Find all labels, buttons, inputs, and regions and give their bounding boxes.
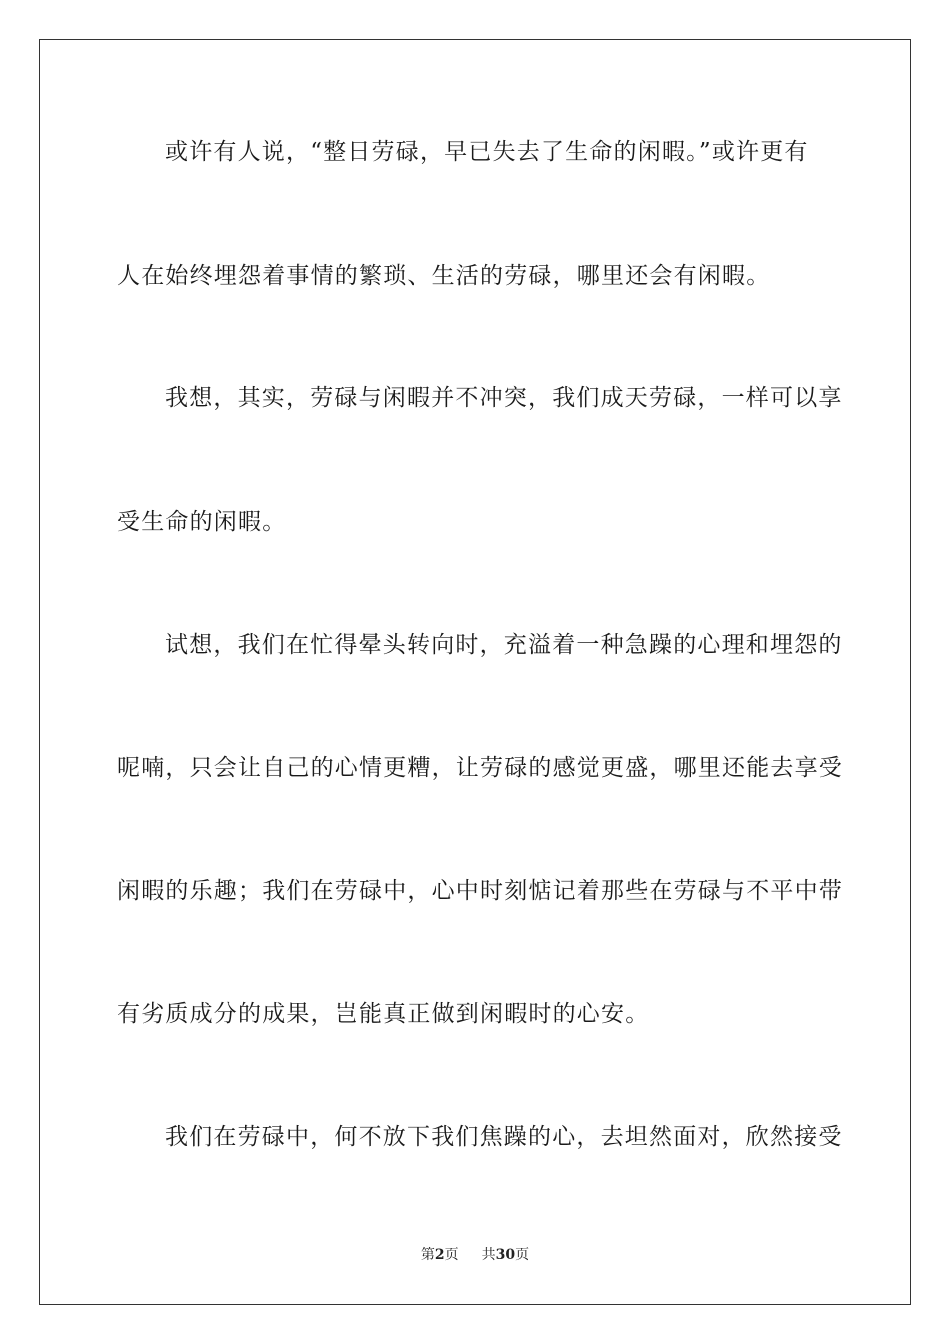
page-number: 2 (434, 1247, 445, 1263)
total-suffix: 页 (515, 1247, 530, 1263)
paragraph-line-5: 试想，我们在忙得晕头转向时，充溢着一种急躁的心理和埋怨的 (165, 632, 843, 658)
paragraph-line-8: 有劣质成分的成果，岂能真正做到闲暇时的心安。 (117, 1001, 650, 1027)
paragraph-line-7: 闲暇的乐趣；我们在劳碌中，心中时刻惦记着那些在劳碌与不平中带 (117, 878, 843, 904)
page-suffix: 页 (444, 1247, 459, 1263)
total-prefix: 共 (481, 1247, 496, 1263)
total-pages: 30 (495, 1247, 516, 1263)
page-frame (39, 39, 911, 1305)
paragraph-line-1: 或许有人说，“整日劳碌，早已失去了生命的闲暇。”或许更有 (165, 139, 809, 165)
paragraph-line-4: 受生命的闲暇。 (117, 509, 287, 535)
paragraph-line-3: 我想，其实，劳碌与闲暇并不冲突，我们成天劳碌，一样可以享 (165, 385, 843, 411)
paragraph-line-2: 人在始终埋怨着事情的繁琐、生活的劳碌，哪里还会有闲暇。 (117, 263, 771, 289)
page-prefix: 第 (420, 1247, 435, 1263)
paragraph-line-9: 我们在劳碌中，何不放下我们焦躁的心，去坦然面对，欣然接受 (165, 1124, 843, 1150)
paragraph-line-6: 呢喃，只会让自己的心情更糟，让劳碌的感觉更盛，哪里还能去享受 (117, 755, 843, 781)
page-footer (0, 1246, 950, 1264)
